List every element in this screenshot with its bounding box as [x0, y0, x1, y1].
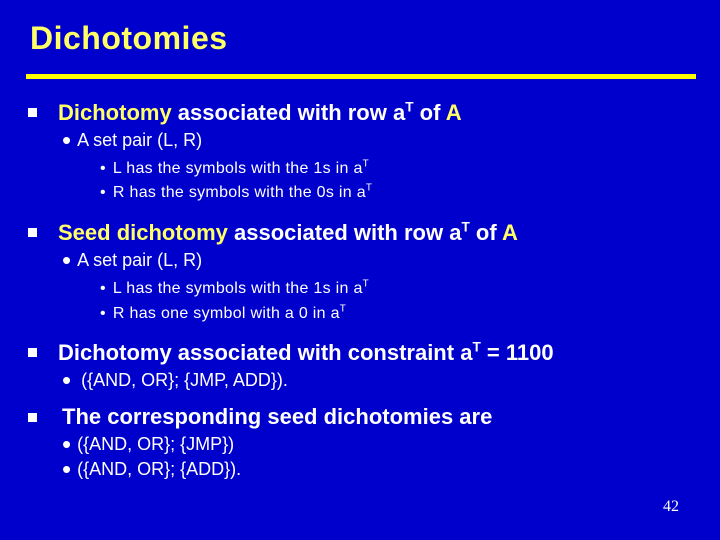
page-title: Dichotomies [30, 20, 228, 56]
heading-text: associated with row a [171, 100, 406, 125]
bullet-dot: • [62, 125, 72, 155]
sub-text: ({AND, OR}; {ADD}). [77, 459, 242, 479]
sub-item [62, 365, 288, 395]
bullet-square-1 [28, 108, 37, 117]
superscript: T [472, 339, 481, 355]
superscript: T [339, 303, 347, 315]
heading-text: = 1100 [480, 340, 554, 365]
sub-text: A set pair (L, R) [77, 130, 203, 150]
sub-sub-item [100, 280, 369, 298]
superscript: T [405, 99, 414, 115]
sub-sub-text: R has the symbols with the 0s in a [112, 184, 366, 201]
superscript: T [362, 278, 369, 290]
highlight-seed-dichotomy: Seed dichotomy [58, 220, 228, 245]
heading-dichotomy [58, 100, 462, 126]
sub-sub-text: R has one symbol with a 0 in a [112, 305, 340, 322]
heading-seed-dichotomies: The corresponding seed dichotomies are [62, 404, 493, 429]
heading-text: of [469, 220, 502, 245]
highlight-A: A [501, 220, 518, 245]
sub-item [62, 429, 235, 459]
heading-constraint [58, 340, 554, 366]
highlight-dichotomy: Dichotomy [58, 100, 172, 125]
sub-item [62, 454, 242, 484]
sub-text: A set pair (L, R) [77, 250, 203, 270]
heading-text: Dichotomy associated with constraint a [58, 340, 473, 365]
sub-sub-text: L has the symbols with the 1s in a [112, 280, 363, 297]
sub-text: ({AND, OR}; {JMP}) [77, 434, 235, 454]
sub-item [62, 245, 203, 275]
bullet-square-4 [28, 413, 37, 422]
sub-text: ({AND, OR}; {JMP, ADD}). [81, 370, 288, 390]
sub-sub-item [100, 160, 369, 178]
bullet-dot: • [62, 365, 72, 395]
heading-seed-dichotomy [58, 220, 518, 246]
bullet-dot: • [100, 280, 106, 297]
bullet-dot: • [100, 305, 106, 322]
bullet-dot: • [62, 429, 72, 459]
bullet-dot: • [62, 245, 72, 275]
superscript: T [461, 219, 470, 235]
superscript: T [365, 182, 373, 194]
superscript: T [362, 158, 369, 170]
bullet-dot: • [100, 160, 106, 177]
title-underline [26, 74, 696, 79]
bullet-dot: • [100, 184, 106, 201]
sub-sub-item [100, 305, 346, 323]
sub-sub-text: L has the symbols with the 1s in a [112, 160, 363, 177]
heading-text: of [413, 100, 446, 125]
sub-sub-item [100, 184, 372, 202]
bullet-square-3 [28, 348, 37, 357]
page-number: 42 [663, 498, 679, 515]
bullet-dot: • [62, 454, 72, 484]
highlight-A: A [445, 100, 462, 125]
sub-item [62, 125, 203, 155]
heading-text: associated with row a [227, 220, 462, 245]
bullet-square-2 [28, 228, 37, 237]
